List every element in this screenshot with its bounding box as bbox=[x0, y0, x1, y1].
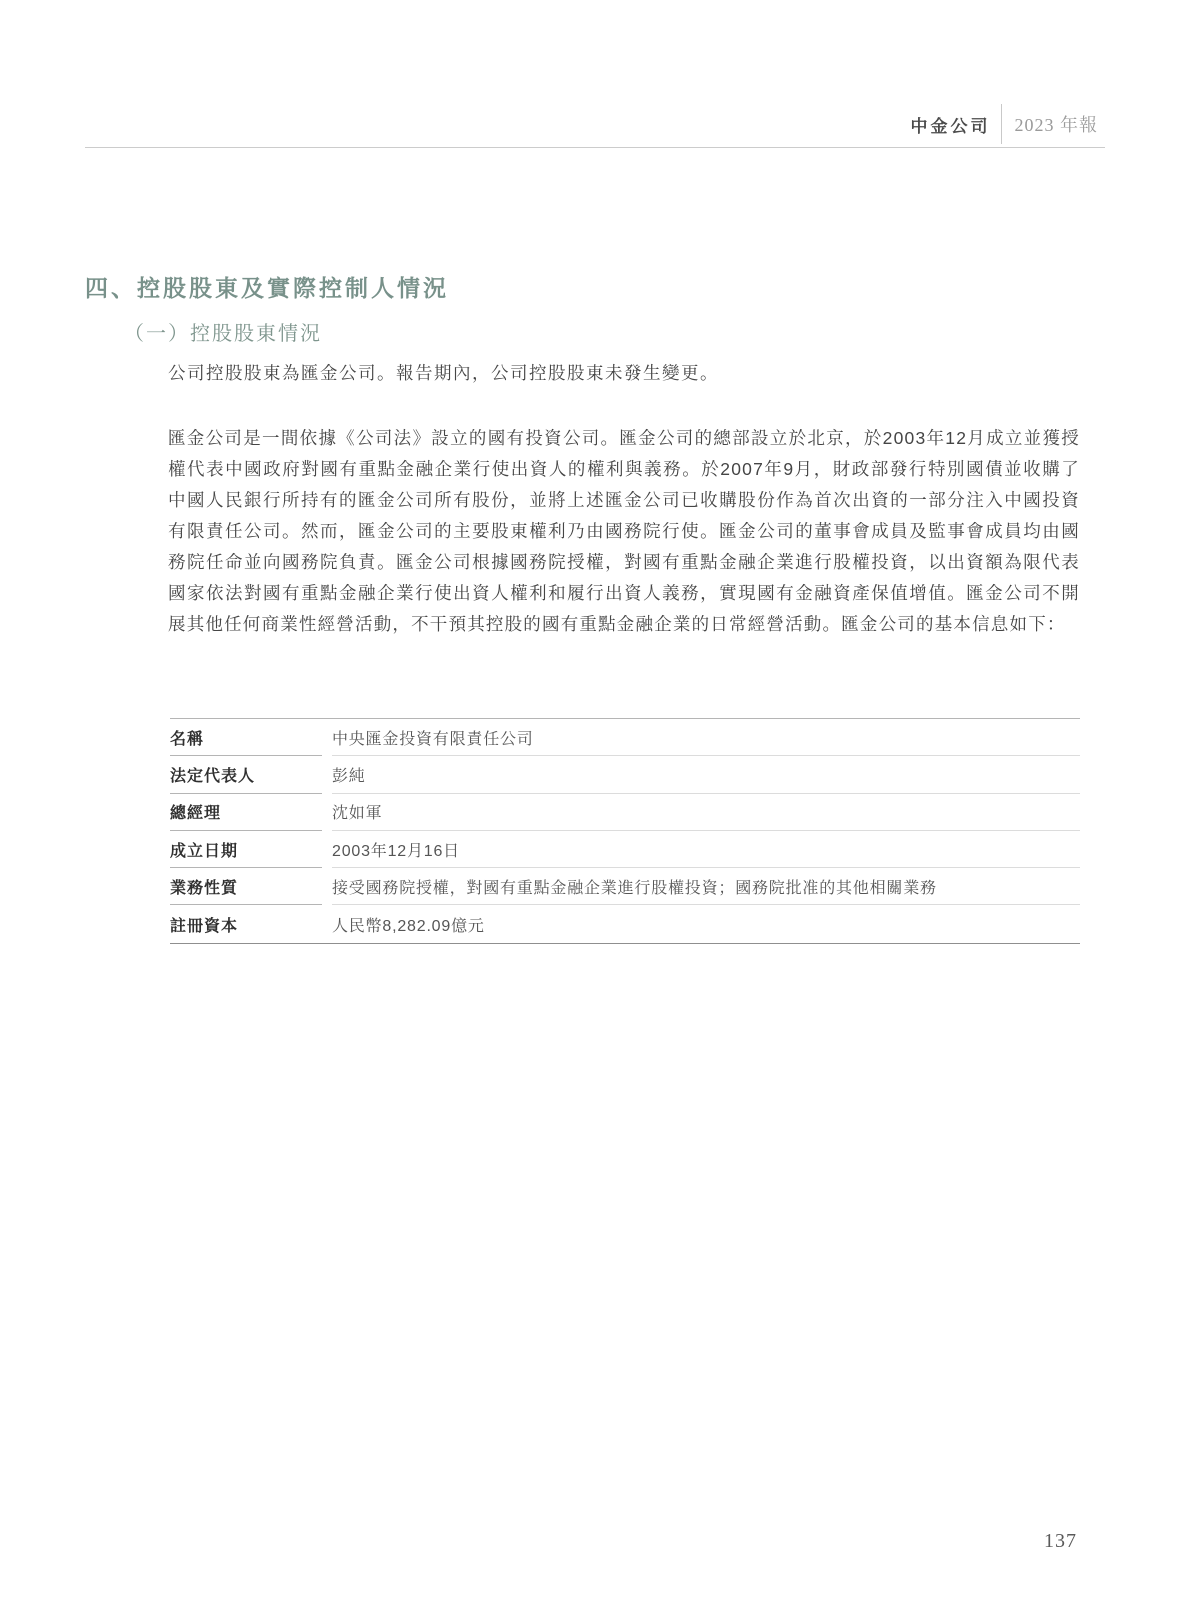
main-paragraph: 匯金公司是一間依據《公司法》設立的國有投資公司。匯金公司的總部設立於北京，於2003年12月成立並獲授權代表中國政府對國有重點金融企業行使出資人的權利與義務。於2007年9月，財政部發行特別國債並收購了中國人民銀行所持有的匯金公司所有股份，並將上述匯金公司已收購股份作為首次出資的一部分注入中國投資有限責任公司。然而，匯金公司的主要股東權利乃由國務院行使。匯金公司的董事會成員及監事會成員均由國務院任命並向國務院負責。匯金公司根據國務院授權，對國有重點金融企業進行股權投資，以出資額為限代表國家依法對國有重點金融企業行使出資人權利和履行出資人義務，實現國有金融資產保值增值。匯金公司不開展其他任何商業性經營活動，不干預其控股的國有重點金融企業的日常經營活動。匯金公司的基本信息如下： bbox=[168, 428, 1080, 634]
table-row bbox=[170, 868, 1080, 905]
row-label: 名稱 bbox=[170, 719, 322, 756]
table-row bbox=[170, 756, 1080, 793]
table-row bbox=[170, 905, 1080, 942]
section-subtitle: （一）控股股東情況 bbox=[124, 323, 322, 345]
table-row bbox=[170, 831, 1080, 868]
company-info-table bbox=[170, 718, 1080, 944]
header-company-name: 中金公司 bbox=[910, 116, 991, 136]
row-value: 人民幣8,282.09億元 bbox=[332, 917, 485, 935]
page-header bbox=[911, 103, 1099, 145]
table-row bbox=[170, 794, 1080, 831]
row-label: 總經理 bbox=[170, 794, 322, 831]
row-label: 業務性質 bbox=[170, 868, 322, 905]
header-rule bbox=[85, 147, 1105, 148]
header-divider bbox=[1001, 104, 1002, 144]
row-value: 接受國務院授權，對國有重點金融企業進行股權投資；國務院批准的其他相關業務 bbox=[332, 868, 1080, 905]
row-label: 註冊資本 bbox=[170, 917, 239, 935]
row-value: 彭純 bbox=[332, 756, 1080, 793]
row-label: 法定代表人 bbox=[170, 756, 322, 793]
lead-paragraph: 公司控股股東為匯金公司。報告期內，公司控股股東未發生變更。 bbox=[168, 363, 719, 383]
header-year-report: 2023 年報 bbox=[1014, 115, 1098, 135]
row-value: 沈如軍 bbox=[332, 794, 1080, 831]
row-value: 2003年12月16日 bbox=[332, 831, 1080, 868]
row-value: 中央匯金投資有限責任公司 bbox=[332, 719, 1080, 756]
page-number: 137 bbox=[1044, 1530, 1077, 1552]
row-label: 成立日期 bbox=[170, 831, 322, 868]
table-row bbox=[170, 719, 1080, 756]
section-title: 四、控股股東及實際控制人情況 bbox=[85, 275, 449, 301]
